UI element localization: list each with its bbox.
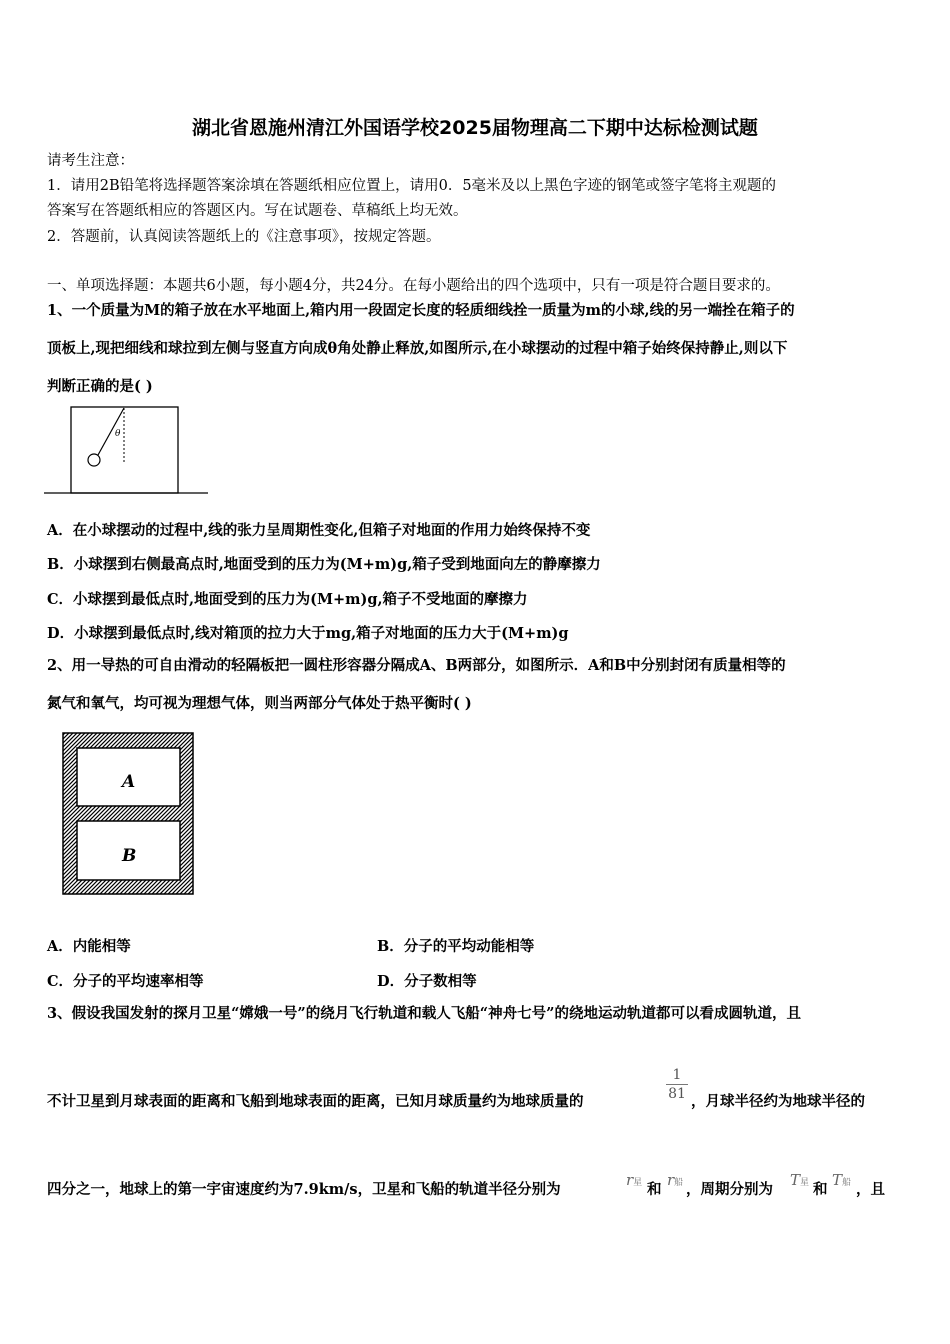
q3-line-3a: 四分之一，地球上的第一宇宙速度约为7.9km/s，卫星和飞船的轨道半径分别为 <box>47 1181 561 1198</box>
q2-line-1: 2、用一导热的可自由滑动的轻隔板把一圆柱形容器分隔成A、B两部分，如图所示．A和B中分别封闭有质量相等的 <box>47 657 786 674</box>
q1-line-2: 顶板上,现把细线和球拉到左侧与竖直方向成θ角处静止释放,如图所示,在小球摆动的过程中箱子始终保持静止,则以下 <box>47 340 788 357</box>
notice-line-2: 答案写在答题纸相应的答题区内。写在试题卷、草稿纸上均无效。 <box>47 203 468 219</box>
q2-option-a: A．内能相等 <box>47 938 131 955</box>
q1-option-c: C．小球摆到最低点时,地面受到的压力为(M+m)g,箱子不受地面的摩擦力 <box>47 591 528 608</box>
q3-fraction <box>666 1067 688 1102</box>
q3-line-1: 3、假设我国发射的探月卫星“嫦娥一号”的绕月飞行轨道和载人飞船“神舟七号”的绕地运动轨道都可以看成圆轨道，且 <box>47 1005 801 1022</box>
q2-option-b: B．分子的平均动能相等 <box>377 938 535 955</box>
label-b: B <box>122 846 137 866</box>
q1-option-b: B．小球摆到右侧最高点时,地面受到的压力为(M+m)g,箱子受到地面向左的静摩擦力 <box>47 556 601 573</box>
q3-line-2a: 不计卫星到月球表面的距离和飞船到地球表面的距离，已知月球质量约为地球质量的 <box>47 1093 584 1110</box>
q3-line-2b: ，月球半径约为地球半径的 <box>691 1093 865 1110</box>
notice-line-1: 1．请用2B铅笔将选择题答案涂填在答题纸相应位置上，请用0．5毫米及以上黑色字迹的钢笔或签字笔将主观题的 <box>47 178 777 194</box>
q3-line-3b: ，周期分别为 <box>686 1181 773 1198</box>
label-a: A <box>122 772 136 792</box>
q1-line-1: 1、一个质量为M的箱子放在水平地面上,箱内用一段固定长度的轻质细线拴一质量为m的小球,线的另一端拴在箱子的 <box>47 302 795 319</box>
fraction-bar <box>666 1084 688 1085</box>
q1-line-3: 判断正确的是( ) <box>47 378 153 395</box>
notice-heading: 请考生注意： <box>47 153 134 169</box>
fraction-denominator: 81 <box>668 1086 686 1102</box>
q2-option-c: C．分子的平均速率相等 <box>47 973 204 990</box>
pendulum-ball <box>88 454 100 466</box>
page-title: 湖北省恩施州清江外国语学校2025届物理高二下期中达标检测试题 <box>192 117 758 139</box>
q1-option-d: D．小球摆到最低点时,线对箱顶的拉力大于mg,箱子对地面的压力大于(M+m)g <box>47 625 569 642</box>
notice-line-3: 2．答题前，认真阅读答题纸上的《注意事项》，按规定答题。 <box>47 229 441 245</box>
q2-line-2: 氮气和氧气，均可视为理想气体，则当两部分气体处于热平衡时( ) <box>47 695 472 712</box>
r-star-symbol: r星 <box>626 1171 643 1189</box>
theta-label: θ <box>115 429 121 439</box>
q1-pendulum-figure <box>44 404 214 496</box>
q1-option-a: A．在小球摆动的过程中,线的张力呈周期性变化,但箱子对地面的作用力始终保持不变 <box>47 522 591 539</box>
and-text-1: 和 <box>647 1181 662 1198</box>
t-star-symbol: T星 <box>790 1171 810 1189</box>
q3-line-3c: ，且 <box>856 1181 885 1198</box>
q2-option-d: D．分子数相等 <box>377 973 477 990</box>
r-ship-symbol: r船 <box>667 1171 684 1189</box>
section-heading: 一、单项选择题：本题共6小题，每小题4分，共24分。在每小题给出的四个选项中，只有一项是符合题目要求的。 <box>47 278 780 294</box>
and-text-2: 和 <box>813 1181 828 1198</box>
q2-container-figure <box>62 732 196 896</box>
t-ship-symbol: T船 <box>832 1171 852 1189</box>
fraction-numerator: 1 <box>672 1067 682 1083</box>
